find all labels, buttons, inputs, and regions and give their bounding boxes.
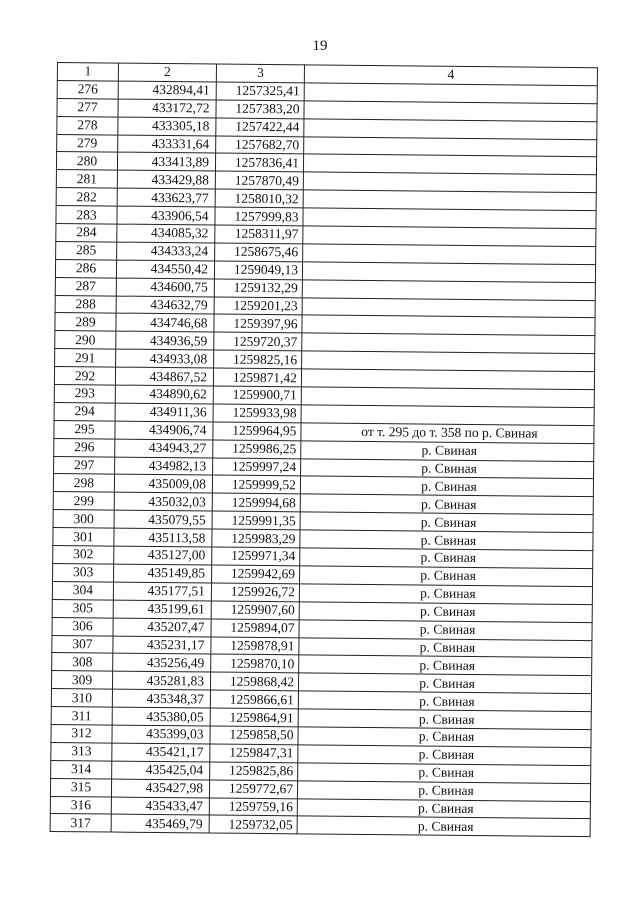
- point-number-cell: 309: [51, 671, 112, 689]
- y-coordinate-cell: 1257422,44: [216, 118, 304, 137]
- description-cell: р. Свиная: [300, 494, 593, 515]
- x-coordinate-cell: 435469,79: [111, 814, 209, 833]
- x-coordinate-cell: 434943,27: [115, 439, 213, 458]
- y-coordinate-cell: 1257682,70: [216, 136, 304, 155]
- y-coordinate-cell: 1257870,49: [215, 171, 303, 190]
- point-number-cell: 277: [57, 98, 118, 116]
- point-number-cell: 279: [57, 134, 118, 152]
- point-number-cell: 308: [52, 653, 113, 671]
- description-cell: р. Свиная: [299, 655, 592, 676]
- description-cell: р. Свиная: [298, 727, 591, 748]
- y-coordinate-cell: 1259900,71: [213, 386, 301, 405]
- x-coordinate-cell: 435399,03: [112, 725, 210, 744]
- description-cell: р. Свиная: [298, 691, 591, 712]
- point-number-cell: 315: [50, 778, 111, 796]
- point-number-cell: 311: [51, 707, 112, 725]
- coordinates-table: [50, 62, 598, 837]
- description-cell: р. Свиная: [300, 548, 593, 569]
- x-coordinate-cell: 435127,00: [114, 546, 212, 565]
- point-number-cell: 297: [54, 456, 115, 474]
- point-number-cell: 282: [56, 188, 117, 206]
- x-coordinate-cell: 433623,77: [117, 188, 215, 207]
- x-coordinate-cell: 435281,83: [112, 671, 210, 690]
- y-coordinate-cell: 1258311,97: [215, 225, 303, 244]
- x-coordinate-cell: 434933,08: [116, 349, 214, 368]
- y-coordinate-cell: 1259858,50: [210, 726, 298, 745]
- y-coordinate-cell: 1259397,96: [214, 314, 302, 333]
- x-coordinate-cell: 434333,24: [117, 242, 215, 261]
- point-number-cell: 280: [56, 152, 117, 170]
- point-number-cell: 284: [56, 224, 117, 242]
- description-cell: р. Свиная: [297, 816, 590, 837]
- point-number-cell: 276: [57, 80, 118, 98]
- description-cell: р. Свиная: [300, 512, 593, 533]
- y-coordinate-cell: 1257836,41: [215, 153, 303, 172]
- description-cell: р. Свиная: [300, 476, 593, 497]
- point-number-cell: 313: [51, 742, 112, 760]
- x-coordinate-cell: 433429,88: [117, 170, 215, 189]
- y-coordinate-cell: 1259732,05: [209, 815, 297, 834]
- point-number-cell: 289: [55, 313, 116, 331]
- point-number-cell: 278: [57, 116, 118, 134]
- point-number-cell: 288: [55, 295, 116, 313]
- x-coordinate-cell: 433331,64: [118, 135, 216, 154]
- table-body: [50, 80, 597, 837]
- point-number-cell: 301: [53, 528, 114, 546]
- description-cell: р. Свиная: [299, 584, 592, 605]
- description-cell: р. Свиная: [298, 673, 591, 694]
- point-number-cell: 300: [53, 510, 114, 528]
- point-number-cell: 312: [51, 724, 112, 742]
- header-x-coordinate: 2: [118, 63, 216, 82]
- point-number-cell: 310: [51, 689, 112, 707]
- y-coordinate-cell: 1259866,61: [210, 690, 298, 709]
- y-coordinate-cell: 1259964,95: [213, 422, 301, 441]
- point-number-cell: 285: [56, 241, 117, 259]
- x-coordinate-cell: 435380,05: [112, 707, 210, 726]
- x-coordinate-cell: 434746,68: [116, 314, 214, 333]
- y-coordinate-cell: 1259132,29: [214, 279, 302, 298]
- x-coordinate-cell: 434906,74: [115, 421, 213, 440]
- table-row: [50, 814, 590, 837]
- y-coordinate-cell: 1257383,20: [216, 100, 304, 119]
- x-coordinate-cell: 435425,04: [112, 761, 210, 780]
- x-coordinate-cell: 433172,72: [118, 99, 216, 118]
- point-number-cell: 294: [54, 402, 115, 420]
- y-coordinate-cell: 1259201,23: [214, 297, 302, 316]
- y-coordinate-cell: 1259772,67: [209, 780, 297, 799]
- y-coordinate-cell: 1259991,35: [212, 511, 300, 530]
- point-number-cell: 317: [50, 814, 111, 832]
- point-number-cell: 316: [50, 796, 111, 814]
- point-number-cell: 306: [52, 617, 113, 635]
- point-number-cell: 286: [55, 259, 116, 277]
- y-coordinate-cell: 1259868,42: [210, 672, 298, 691]
- y-coordinate-cell: 1258675,46: [215, 243, 303, 262]
- x-coordinate-cell: 434550,42: [116, 260, 214, 279]
- x-coordinate-cell: 435348,37: [112, 689, 210, 708]
- x-coordinate-cell: 435009,08: [114, 475, 212, 494]
- point-number-cell: 295: [54, 420, 115, 438]
- description-cell: р. Свиная: [299, 637, 592, 658]
- x-coordinate-cell: 435113,58: [114, 528, 212, 547]
- x-coordinate-cell: 435433,47: [111, 797, 209, 816]
- point-number-cell: 299: [53, 492, 114, 510]
- x-coordinate-cell: 433413,89: [117, 153, 215, 172]
- x-coordinate-cell: 434890,62: [115, 385, 213, 404]
- x-coordinate-cell: 435231,17: [113, 636, 211, 655]
- description-cell: р. Свиная: [300, 566, 593, 587]
- header-y-coordinate: 3: [216, 64, 304, 83]
- x-coordinate-cell: 434600,75: [116, 278, 214, 297]
- x-coordinate-cell: 435421,17: [112, 743, 210, 762]
- description-cell: р. Свиная: [301, 441, 594, 462]
- y-coordinate-cell: 1259994,68: [212, 493, 300, 512]
- x-coordinate-cell: 434911,36: [115, 403, 213, 422]
- y-coordinate-cell: 1259720,37: [214, 332, 302, 351]
- header-point-number: 1: [57, 63, 118, 81]
- y-coordinate-cell: 1259759,16: [209, 798, 297, 817]
- y-coordinate-cell: 1259942,69: [212, 565, 300, 584]
- x-coordinate-cell: 435079,55: [114, 510, 212, 529]
- x-coordinate-cell: 435177,51: [113, 582, 211, 601]
- y-coordinate-cell: 1259986,25: [213, 440, 301, 459]
- point-number-cell: 290: [55, 331, 116, 349]
- point-number-cell: 302: [53, 546, 114, 564]
- y-coordinate-cell: 1259907,60: [211, 601, 299, 620]
- y-coordinate-cell: 1259049,13: [214, 261, 302, 280]
- y-coordinate-cell: 1259864,91: [210, 708, 298, 727]
- y-coordinate-cell: 1259847,31: [210, 744, 298, 763]
- x-coordinate-cell: 434085,32: [117, 224, 215, 243]
- x-coordinate-cell: 434936,59: [116, 331, 214, 350]
- description-cell: от т. 295 до т. 358 по р. Свиная: [301, 423, 594, 444]
- description-cell: р. Свиная: [298, 745, 591, 766]
- y-coordinate-cell: 1259825,16: [214, 350, 302, 369]
- point-number-cell: 292: [54, 367, 115, 385]
- point-number-cell: 304: [52, 581, 113, 599]
- point-number-cell: 296: [54, 438, 115, 456]
- y-coordinate-cell: 1259997,24: [213, 458, 301, 477]
- x-coordinate-cell: 435256,49: [113, 653, 211, 672]
- x-coordinate-cell: 433305,18: [118, 117, 216, 136]
- point-number-cell: 303: [53, 563, 114, 581]
- y-coordinate-cell: 1259870,10: [211, 654, 299, 673]
- description-cell: р. Свиная: [300, 530, 593, 551]
- y-coordinate-cell: 1259871,42: [213, 368, 301, 387]
- point-number-cell: 293: [54, 385, 115, 403]
- x-coordinate-cell: 434632,79: [116, 296, 214, 315]
- description-cell: р. Свиная: [299, 619, 592, 640]
- y-coordinate-cell: 1259825,86: [210, 762, 298, 781]
- y-coordinate-cell: 1259894,07: [211, 619, 299, 638]
- y-coordinate-cell: 1259933,98: [213, 404, 301, 423]
- y-coordinate-cell: 1257999,83: [215, 207, 303, 226]
- x-coordinate-cell: 433906,54: [117, 206, 215, 225]
- header-description: 4: [304, 65, 597, 86]
- y-coordinate-cell: 1259999,52: [212, 475, 300, 494]
- x-coordinate-cell: 435427,98: [111, 779, 209, 798]
- point-number-cell: 287: [55, 277, 116, 295]
- y-coordinate-cell: 1258010,32: [215, 189, 303, 208]
- description-cell: р. Свиная: [297, 780, 590, 801]
- point-number-cell: 283: [56, 206, 117, 224]
- y-coordinate-cell: 1259878,91: [211, 637, 299, 656]
- coordinates-table-container: [50, 62, 597, 847]
- page-number: 19: [312, 38, 328, 54]
- x-coordinate-cell: 435199,61: [113, 600, 211, 619]
- description-cell: р. Свиная: [301, 458, 594, 479]
- x-coordinate-cell: 432894,41: [118, 81, 216, 100]
- x-coordinate-cell: 435032,03: [114, 492, 212, 511]
- point-number-cell: 314: [51, 760, 112, 778]
- point-number-cell: 305: [52, 599, 113, 617]
- point-number-cell: 281: [56, 170, 117, 188]
- y-coordinate-cell: 1259983,29: [212, 529, 300, 548]
- point-number-cell: 307: [52, 635, 113, 653]
- y-coordinate-cell: 1257325,41: [216, 82, 304, 101]
- point-number-cell: 298: [53, 474, 114, 492]
- x-coordinate-cell: 435207,47: [113, 618, 211, 637]
- x-coordinate-cell: 434867,52: [115, 367, 213, 386]
- description-cell: р. Свиная: [297, 798, 590, 819]
- point-number-cell: 291: [55, 349, 116, 367]
- description-cell: р. Свиная: [299, 602, 592, 623]
- description-cell: р. Свиная: [298, 763, 591, 784]
- x-coordinate-cell: 434982,13: [115, 457, 213, 476]
- description-cell: р. Свиная: [298, 709, 591, 730]
- y-coordinate-cell: 1259926,72: [211, 583, 299, 602]
- x-coordinate-cell: 435149,85: [114, 564, 212, 583]
- y-coordinate-cell: 1259971,34: [212, 547, 300, 566]
